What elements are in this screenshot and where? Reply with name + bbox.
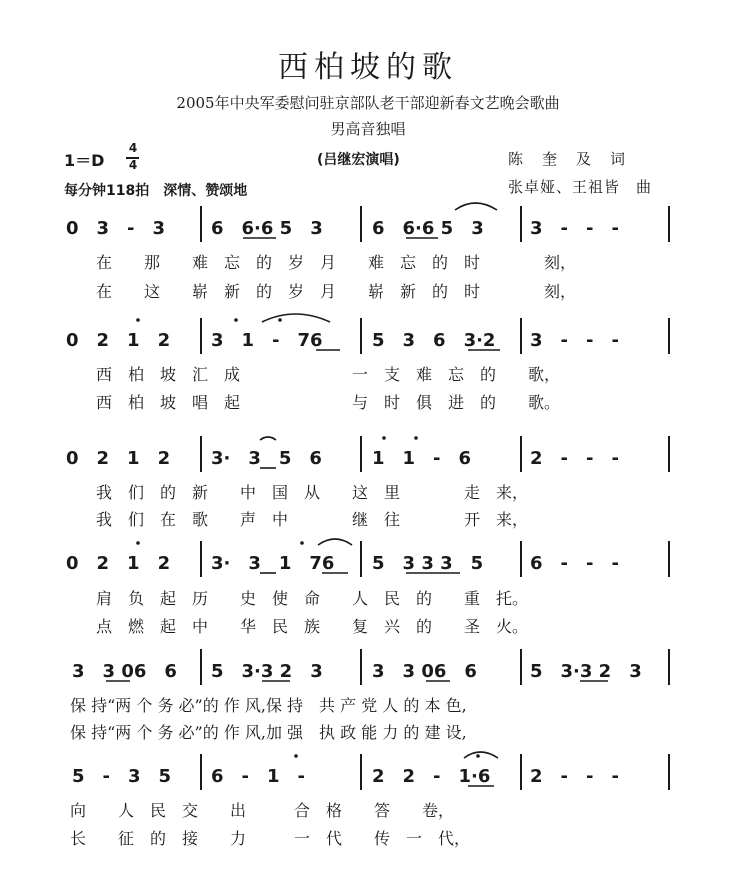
measure-notes: 3 3 06 6 (72, 661, 177, 682)
high-octave-dot (294, 754, 298, 758)
measure-notes: 5 3·3 2 3 (211, 661, 323, 682)
high-octave-dot (476, 754, 480, 758)
measure-notes: 5 3·3 2 3 (530, 661, 642, 682)
measure-notes: 0 3 - 3 (66, 218, 166, 239)
lyric-verse-2: 点 燃 起 中 华 民 族 复 兴 的 圣 火。 (96, 617, 529, 636)
lyric-verse-1: 我 们 的 新 中 国 从 这 里 走 来， (96, 483, 529, 502)
lyric-verse-2: 长 征 的 接 力 一 代 传 一 代， (70, 829, 471, 848)
measure-notes: 6 6·6 5 3 (372, 218, 484, 239)
measure-notes: 3 1 - 76 (211, 330, 323, 351)
lyricist-credit: 陈 奎 及 词 (508, 150, 628, 168)
tie-mark (260, 437, 276, 440)
measure-notes: 2 - - - (530, 766, 619, 787)
measure-notes: 2 - - - (530, 448, 619, 469)
lyric-verse-1: 西 柏 坡 汇 成 一 支 难 忘 的 歌， (96, 365, 561, 384)
slur-mark (455, 203, 497, 210)
measure-notes: 6 - - - (530, 553, 619, 574)
measure-notes: 5 3 3 3 5 (372, 553, 484, 574)
high-octave-dot (136, 318, 140, 322)
measure-notes: 1 1 - 6 (372, 448, 472, 469)
voice-type: 男高音独唱 (330, 120, 406, 138)
lyric-verse-1: 保 持“两 个 务 必”的 作 风,保 持 共 产 党 人 的 本 色, (70, 696, 467, 715)
measure-notes: 3 3 06 6 (372, 661, 477, 682)
performer: (吕继宏演唱) (317, 152, 400, 168)
lyric-verse-2: 我 们 在 歌 声 中 继 往 开 来， (96, 510, 529, 529)
high-octave-dot (300, 541, 304, 545)
high-octave-dot (382, 436, 386, 440)
measure-notes: 2 2 - 1·6 (372, 766, 491, 787)
lyric-verse-1: 肩 负 起 历 史 使 命 人 民 的 重 托。 (96, 589, 529, 608)
key-signature: 1＝D (64, 151, 105, 170)
measure-notes: 3· 3 5 6 (211, 448, 322, 469)
measure-notes: 3 - - - (530, 218, 619, 239)
measure-notes: 6 - 1 - (211, 766, 305, 787)
lyric-verse-2: 在 这 崭 新 的 岁 月 崭 新 的 时 刻， (96, 282, 577, 301)
lyric-verse-2: 西 柏 坡 唱 起 与 时 俱 进 的 歌。 (96, 393, 561, 412)
slur-mark (318, 539, 352, 545)
measure-notes: 3· 3 1 76 (211, 553, 335, 574)
high-octave-dot (136, 541, 140, 545)
slur-mark (464, 752, 498, 758)
time-signature-top: 4 (128, 141, 138, 155)
high-octave-dot (278, 318, 282, 322)
measure-notes: 0 2 1 2 (66, 448, 171, 469)
time-signature-bottom: 4 (128, 158, 138, 172)
measure-notes: 5 - 3 5 (72, 766, 172, 787)
high-octave-dot (234, 318, 238, 322)
measure-notes: 6 6·6 5 3 (211, 218, 323, 239)
tempo-marking: 每分钟118拍 深情、赞颂地 (64, 183, 248, 199)
measure-notes: 0 2 1 2 (66, 553, 171, 574)
lyric-verse-2: 保 持“两 个 务 必”的 作 风,加 强 执 政 能 力 的 建 设, (70, 723, 467, 742)
measure-notes: 5 3 6 3·2 (372, 330, 496, 351)
lyric-verse-1: 在 那 难 忘 的 岁 月 难 忘 的 时 刻， (96, 253, 577, 272)
measure-notes: 0 2 1 2 (66, 330, 171, 351)
song-title: 西柏坡的歌 (278, 50, 458, 85)
slur-mark (262, 314, 330, 322)
composer-credit: 张卓娅、王祖皆 曲 (508, 178, 653, 196)
song-subtitle: 2005年中央军委慰问驻京部队老干部迎新春文艺晚会歌曲 (176, 94, 560, 112)
high-octave-dot (414, 436, 418, 440)
lyric-verse-1: 向 人 民 交 出 合 格 答 卷， (70, 801, 455, 820)
measure-notes: 3 - - - (530, 330, 619, 351)
